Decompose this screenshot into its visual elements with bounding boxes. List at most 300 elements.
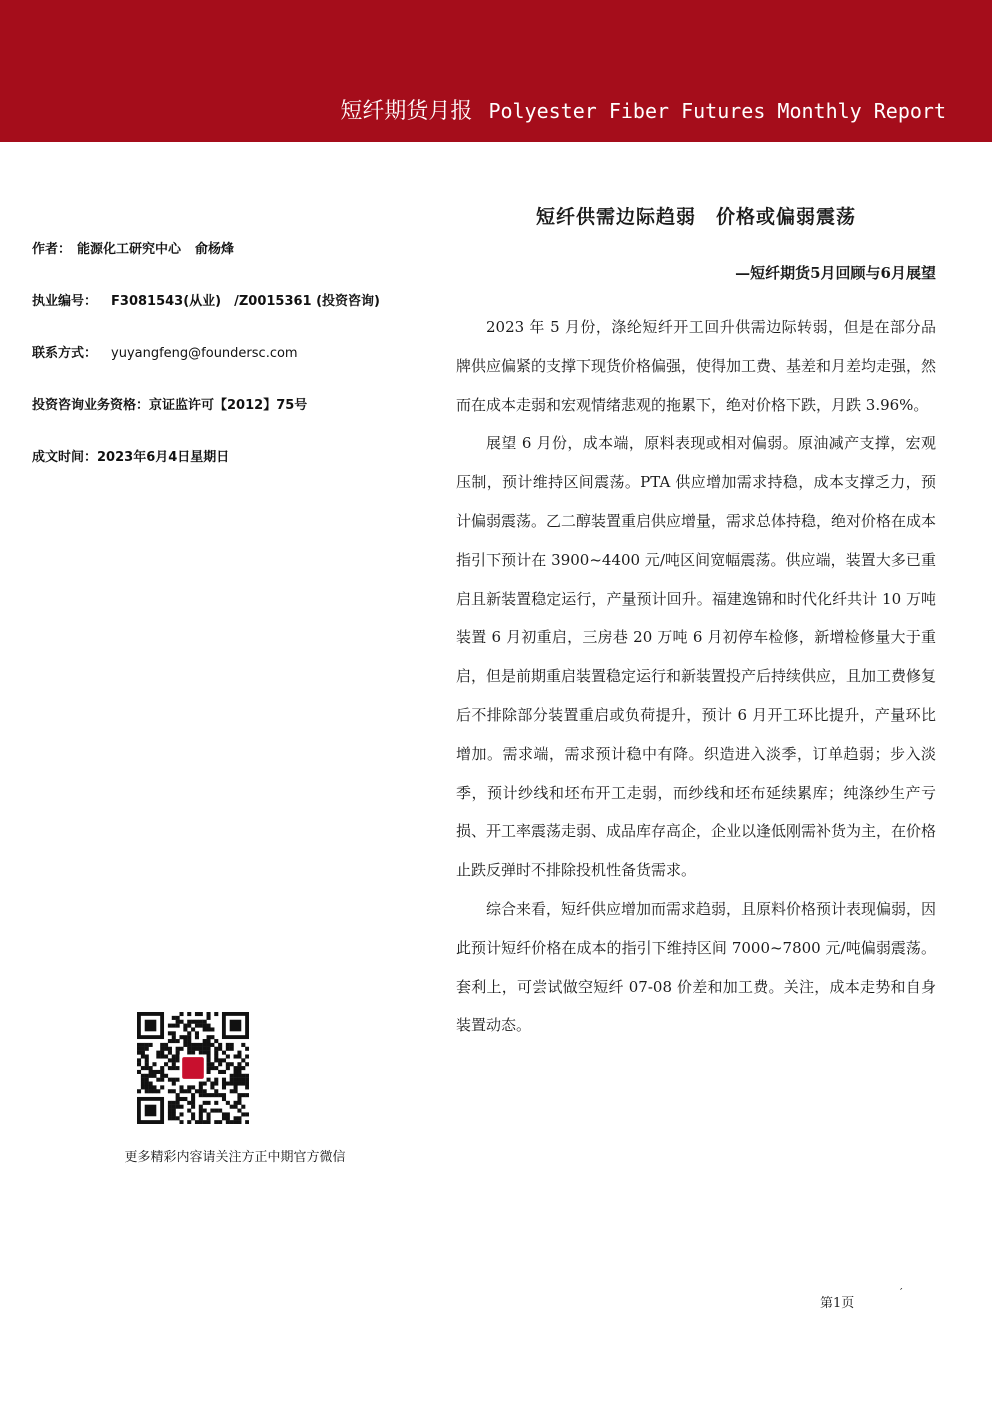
qr-module: [195, 1020, 199, 1024]
qr-module: [199, 1047, 203, 1051]
qr-module: [199, 1043, 203, 1047]
qr-module: [214, 1051, 218, 1055]
qr-module: [226, 1082, 230, 1086]
qr-module: [214, 1078, 218, 1082]
qr-module: [176, 1016, 180, 1020]
qr-module: [230, 1120, 234, 1124]
qr-module: [245, 1054, 249, 1058]
qr-module: [195, 1047, 199, 1051]
qr-module: [160, 1066, 164, 1070]
qr-module: [210, 1062, 214, 1066]
qr-module: [160, 1047, 164, 1051]
qr-module: [168, 1112, 172, 1116]
qr-module: [179, 1047, 183, 1051]
qr-module: [187, 1120, 191, 1124]
qr-module: [199, 1012, 203, 1016]
qr-module: [176, 1054, 180, 1058]
qr-module: [160, 1085, 164, 1089]
qr-module: [207, 1093, 211, 1097]
qr-module: [214, 1039, 218, 1043]
qr-module: [176, 1101, 180, 1105]
qr-module: [156, 1089, 160, 1093]
qr-module: [160, 1078, 164, 1082]
qr-module: [141, 1078, 145, 1082]
qr-module: [172, 1082, 176, 1086]
qr-module: [172, 1105, 176, 1109]
qr-module: [207, 1058, 211, 1062]
qr-module: [222, 1051, 226, 1055]
qr-module: [203, 1043, 207, 1047]
qr-module: [141, 1047, 145, 1051]
qr-module: [187, 1035, 191, 1039]
qr-module: [234, 1089, 238, 1093]
qr-module: [207, 1070, 211, 1074]
qr-module: [164, 1062, 168, 1066]
qr-module: [187, 1012, 191, 1016]
qr-module: [176, 1093, 180, 1097]
qr-module: [191, 1051, 195, 1055]
qr-module: [145, 1089, 149, 1093]
qr-module: [172, 1062, 176, 1066]
qr-module: [149, 1074, 153, 1078]
qr-module: [145, 1082, 149, 1086]
qr-module: [137, 1062, 141, 1066]
qr-module: [145, 1058, 149, 1062]
qr-module: [210, 1066, 214, 1070]
qr-module: [234, 1105, 238, 1109]
qr-module: [160, 1054, 164, 1058]
qr-code-graphic: [137, 1012, 249, 1124]
qr-module: [141, 1085, 145, 1089]
qr-module: [207, 1120, 211, 1124]
qr-module: [226, 1054, 230, 1058]
qr-module: [195, 1031, 199, 1035]
qr-module: [226, 1116, 230, 1120]
qr-module: [203, 1020, 207, 1024]
qr-module: [234, 1120, 238, 1124]
qr-module: [214, 1109, 218, 1113]
qr-module: [226, 1062, 230, 1066]
qr-module: [172, 1078, 176, 1082]
qr-module: [234, 1070, 238, 1074]
contact-label: 联系方式：: [32, 346, 98, 361]
qr-module: [172, 1109, 176, 1113]
qr-module: [168, 1039, 172, 1043]
qr-module: [226, 1066, 230, 1070]
qr-module: [199, 1105, 203, 1109]
qr-module: [230, 1074, 234, 1078]
qr-module: [179, 1112, 183, 1116]
qr-module: [214, 1101, 218, 1105]
qr-module: [172, 1101, 176, 1105]
qr-module: [199, 1085, 203, 1089]
qr-module: [195, 1035, 199, 1039]
qr-module: [152, 1062, 156, 1066]
qr-module: [179, 1012, 183, 1016]
qr-module: [183, 1043, 187, 1047]
qr-module: [191, 1085, 195, 1089]
qr-module: [230, 1043, 234, 1047]
paragraph-outlook: 展望 6 月份，成本端，原料表现或相对偏弱。原油减产支撑，宏观压制，预计维持区间震荡。PTA 供应增加需求持稳，成本支撑乏力，预计偏弱震荡。乙二醇装置重启供应增量，需求总体持稳，绝对价格在成本指引下预计在 3900~4400 元/吨区间宽幅震荡。供应端，装置大多已重启且新装置稳定运行，产量预计回升。福建逸锦和时代化纤共计 10 万吨装置 6 月初重启，三房巷 20 万吨 6 月初停车检修，新增检修量大于重启，但是前期重启装置稳定运行和新装置投产后持续供应，且加工费修复后不排除部分装置重启或负荷提升，预计 6 月开工环比提升，产量环比增加。需求端，需求预计稳中有降。织造进入淡季，订单趋弱；步入淡季，预计纱线和坯布开工走弱，而纱线和坯布延续累库；纯涤纱生产亏损、开工率震荡走弱、成品库存高企，企业以逢低刚需补货为主，在价格止跌反弹时不排除投机性备货需求。: [456, 434, 937, 880]
qr-module: [156, 1070, 160, 1074]
qr-module: [145, 1054, 149, 1058]
qr-module: [141, 1054, 145, 1058]
qr-module: [164, 1074, 168, 1078]
date-label: 成文时间：: [32, 450, 98, 465]
qr-module: [241, 1074, 245, 1078]
qr-module: [222, 1093, 226, 1097]
qr-module: [237, 1062, 241, 1066]
qr-module: [156, 1054, 160, 1058]
qr-module: [191, 1093, 195, 1097]
qr-module: [207, 1062, 211, 1066]
qr-module: [218, 1093, 222, 1097]
qr-module: [230, 1062, 234, 1066]
qr-module: [210, 1109, 214, 1113]
qr-module: [226, 1112, 230, 1116]
qr-module: [168, 1116, 172, 1120]
qr-module: [214, 1093, 218, 1097]
qr-module: [234, 1054, 238, 1058]
qr-module: [160, 1051, 164, 1055]
qr-caption: 更多精彩内容请关注方正中期官方微信: [124, 1150, 346, 1165]
qr-module: [245, 1112, 249, 1116]
author-org: 能源化工研究中心: [77, 242, 182, 257]
qr-module: [230, 1082, 234, 1086]
qr-module: [245, 1078, 249, 1082]
qr-module: [160, 1070, 164, 1074]
qr-module: [187, 1085, 191, 1089]
qr-module: [199, 1089, 203, 1093]
qr-module: [168, 1024, 172, 1028]
qr-module: [141, 1043, 145, 1047]
qr-module: [222, 1097, 226, 1101]
qr-module: [187, 1039, 191, 1043]
date-value: 2023年6月4日星期日: [97, 450, 230, 465]
qr-module: [187, 1031, 191, 1035]
license-row: [32, 292, 412, 344]
qr-module: [218, 1043, 222, 1047]
qr-module: [207, 1078, 211, 1082]
qr-module: [141, 1051, 145, 1055]
author-info-panel: [32, 240, 412, 500]
qr-module: [179, 1105, 183, 1109]
qr-module: [207, 1054, 211, 1058]
author-name: 俞杨烽: [195, 242, 235, 257]
qr-module: [207, 1027, 211, 1031]
qr-module: [222, 1058, 226, 1062]
qr-module: [195, 1120, 199, 1124]
qr-module: [199, 1112, 203, 1116]
qr-module: [176, 1058, 180, 1062]
qr-module: [187, 1089, 191, 1093]
qr-module: [207, 1016, 211, 1020]
page-number: 第1页: [820, 1296, 855, 1311]
qr-module: [145, 1062, 149, 1066]
qr-module: [172, 1054, 176, 1058]
qr-module: [207, 1024, 211, 1028]
qr-module: [222, 1070, 226, 1074]
qr-module: [218, 1047, 222, 1051]
qr-module: [137, 1047, 141, 1051]
contact-email: yuyangfeng@foundersc.com: [111, 346, 298, 361]
qr-module: [176, 1078, 180, 1082]
qualification-row: [32, 396, 412, 448]
qr-module: [172, 1016, 176, 1020]
qr-module: [152, 1085, 156, 1089]
qr-module: [207, 1112, 211, 1116]
qr-module: [152, 1089, 156, 1093]
qr-module: [145, 1043, 149, 1047]
qr-module: [237, 1120, 241, 1124]
qr-module: [218, 1062, 222, 1066]
qr-module: [207, 1035, 211, 1039]
qr-module: [222, 1078, 226, 1082]
qr-module: [207, 1043, 211, 1047]
qr-module: [241, 1043, 245, 1047]
qr-module: [230, 1047, 234, 1051]
qr-module: [237, 1066, 241, 1070]
qr-module: [137, 1051, 141, 1055]
qr-module: [195, 1012, 199, 1016]
qr-module: [237, 1097, 241, 1101]
qr-module: [187, 1047, 191, 1051]
qr-module: [141, 1066, 145, 1070]
qr-module: [214, 1047, 218, 1051]
qr-module: [203, 1101, 207, 1105]
qr-module: [226, 1043, 230, 1047]
qr-module: [191, 1097, 195, 1101]
qr-module: [210, 1035, 214, 1039]
qr-module: [203, 1047, 207, 1051]
qr-module: [179, 1089, 183, 1093]
qr-module: [168, 1051, 172, 1055]
qr-module: [172, 1035, 176, 1039]
qr-module: [191, 1027, 195, 1031]
qr-module: [172, 1066, 176, 1070]
qr-module: [207, 1101, 211, 1105]
qr-module: [179, 1020, 183, 1024]
qr-module: [210, 1085, 214, 1089]
qr-module: [237, 1116, 241, 1120]
qr-finder-pattern: [145, 1105, 157, 1117]
qr-module: [187, 1109, 191, 1113]
qr-module: [203, 1024, 207, 1028]
qr-module: [168, 1101, 172, 1105]
qr-module: [172, 1024, 176, 1028]
qr-module: [183, 1097, 187, 1101]
qr-module: [230, 1078, 234, 1082]
qr-module: [164, 1054, 168, 1058]
qr-module: [218, 1058, 222, 1062]
qr-module: [164, 1043, 168, 1047]
qr-module: [203, 1093, 207, 1097]
footer-mark: ′: [900, 1286, 903, 1299]
qr-module: [149, 1082, 153, 1086]
qr-module: [183, 1039, 187, 1043]
qr-module: [183, 1035, 187, 1039]
qr-module: [191, 1020, 195, 1024]
qr-module: [179, 1120, 183, 1124]
qr-module: [245, 1120, 249, 1124]
qr-module: [207, 1116, 211, 1120]
qr-module: [172, 1031, 176, 1035]
qr-module: [210, 1082, 214, 1086]
qr-module: [237, 1070, 241, 1074]
qr-module: [176, 1116, 180, 1120]
qr-module: [183, 1024, 187, 1028]
qr-module: [203, 1051, 207, 1055]
qr-module: [226, 1101, 230, 1105]
qr-module: [199, 1051, 203, 1055]
qr-module: [168, 1089, 172, 1093]
qr-module: [145, 1085, 149, 1089]
qr-module: [141, 1082, 145, 1086]
qr-module: [226, 1047, 230, 1051]
report-series-title: [340, 94, 946, 125]
qr-module: [149, 1066, 153, 1070]
qr-module: [183, 1089, 187, 1093]
qr-module: [168, 1066, 172, 1070]
qr-module: [179, 1035, 183, 1039]
qr-module: [137, 1089, 141, 1093]
qr-module: [195, 1089, 199, 1093]
qr-module: [199, 1120, 203, 1124]
qr-module: [152, 1074, 156, 1078]
qr-module: [176, 1066, 180, 1070]
qr-module: [207, 1066, 211, 1070]
qr-module: [210, 1093, 214, 1097]
qr-module: [234, 1066, 238, 1070]
qr-module: [172, 1112, 176, 1116]
author-row: [32, 240, 412, 292]
qr-module: [241, 1066, 245, 1070]
qr-module: [237, 1082, 241, 1086]
qr-module: [137, 1058, 141, 1062]
qr-module: [191, 1043, 195, 1047]
qr-module: [145, 1078, 149, 1082]
qr-module: [237, 1074, 241, 1078]
qr-module: [191, 1116, 195, 1120]
qr-module: [237, 1051, 241, 1055]
qr-module: [222, 1082, 226, 1086]
qr-module: [199, 1082, 203, 1086]
qr-module: [187, 1024, 191, 1028]
qr-module: [245, 1085, 249, 1089]
qr-module: [149, 1070, 153, 1074]
qr-module: [187, 1051, 191, 1055]
qr-module: [141, 1074, 145, 1078]
qr-module: [168, 1047, 172, 1051]
qr-module: [152, 1070, 156, 1074]
qr-module: [241, 1112, 245, 1116]
article-body: [456, 308, 936, 1045]
qr-module: [145, 1066, 149, 1070]
author-label: 作者：: [32, 242, 72, 257]
header-band: [0, 0, 992, 142]
qr-module: [199, 1093, 203, 1097]
qr-module: [160, 1074, 164, 1078]
qr-module: [234, 1116, 238, 1120]
qr-module: [172, 1039, 176, 1043]
qr-module: [203, 1039, 207, 1043]
date-row: [32, 448, 412, 500]
qr-module: [149, 1043, 153, 1047]
qr-module: [199, 1024, 203, 1028]
qr-module: [203, 1120, 207, 1124]
qr-module: [234, 1085, 238, 1089]
qr-module: [199, 1116, 203, 1120]
qr-module: [241, 1058, 245, 1062]
qr-module: [183, 1027, 187, 1031]
qr-module: [207, 1039, 211, 1043]
qr-module: [245, 1074, 249, 1078]
founder-logo-icon: [182, 1057, 204, 1079]
qr-module: [218, 1120, 222, 1124]
qr-module: [172, 1058, 176, 1062]
qr-module: [234, 1078, 238, 1082]
qr-module: [214, 1082, 218, 1086]
qr-module: [176, 1097, 180, 1101]
qr-module: [207, 1047, 211, 1051]
qr-module: [187, 1020, 191, 1024]
qr-module: [199, 1109, 203, 1113]
qr-module: [230, 1105, 234, 1109]
qr-module: [237, 1078, 241, 1082]
qr-module: [176, 1020, 180, 1024]
qr-module: [179, 1085, 183, 1089]
contact-row: [32, 344, 412, 396]
qr-module: [203, 1089, 207, 1093]
qr-module: [241, 1082, 245, 1086]
qr-module: [214, 1066, 218, 1070]
qr-module: [234, 1074, 238, 1078]
qr-module: [214, 1089, 218, 1093]
qr-module: [245, 1047, 249, 1051]
qr-module: [176, 1039, 180, 1043]
qr-module: [191, 1047, 195, 1051]
qr-module: [137, 1070, 141, 1074]
license-label: 执业编号：: [32, 294, 98, 309]
qr-module: [149, 1089, 153, 1093]
qr-module: [241, 1105, 245, 1109]
qr-module: [168, 1105, 172, 1109]
qr-module: [176, 1047, 180, 1051]
qr-module: [207, 1012, 211, 1016]
qr-module: [237, 1101, 241, 1105]
qr-module: [234, 1082, 238, 1086]
qr-module: [222, 1085, 226, 1089]
report-series-title-cn: 短纤期货月报: [340, 99, 473, 124]
qr-module: [187, 1101, 191, 1105]
qr-module: [168, 1109, 172, 1113]
qualification-label: 投资咨询业务资格：: [32, 398, 150, 413]
qr-module: [195, 1024, 199, 1028]
paragraph-summary: 综合来看，短纤供应增加而需求趋弱，且原料价格预计表现偏弱，因此预计短纤价格在成本的指引下维持区间 7000~7800 元/吨偏弱震荡。套利上，可尝试做空短纤 07-08 价差和加工费。关注，成本走势和自身装置动态。: [456, 899, 937, 1035]
qr-module: [245, 1062, 249, 1066]
qr-module: [203, 1082, 207, 1086]
qr-module: [234, 1101, 238, 1105]
qr-module: [199, 1020, 203, 1024]
license-value: F3081543(从业) /Z0015361 (投资咨询): [111, 294, 380, 309]
qr-module: [241, 1078, 245, 1082]
qr-module: [203, 1109, 207, 1113]
qr-code-icon: [137, 1012, 249, 1124]
qr-module: [222, 1112, 226, 1116]
qr-module: [203, 1027, 207, 1031]
qr-module: [176, 1105, 180, 1109]
qr-module: [191, 1105, 195, 1109]
